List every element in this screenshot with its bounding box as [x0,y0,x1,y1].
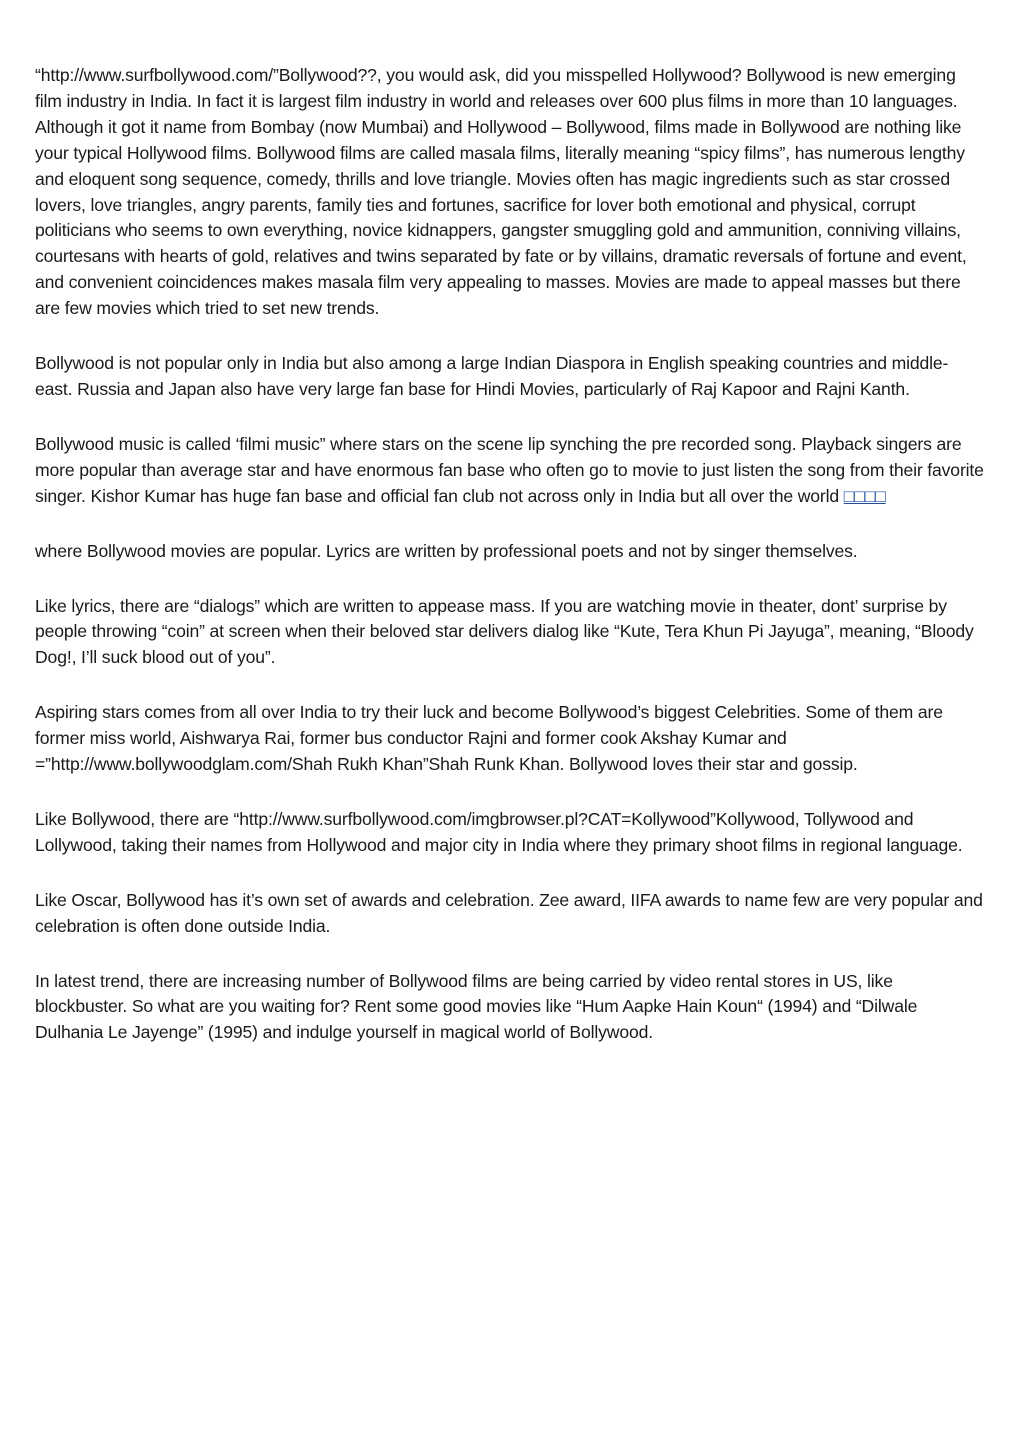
paragraph-trend-text: In latest trend, there are increasing number of Bollywood films are being carried by video rental stores in US, like blockbuster. So what are you waiting for? Rent some good movies like “Hum Aapke Hain Koun“ (1994) and “Dilwale Dulhania Le Jayenge” (1995) and indulge yourself in magical world of Bollywood. [35,970,918,1043]
paragraph-music-text: Bollywood music is called ‘filmi music” where stars on the scene lip synching the pre recorded song. Playback singers are more popular than average star and have enormous fan base who often go to movie to just listen the song from their favorite singer. Kishor Kumar has huge fan base and official fan club not across only in India but all over the world [35,433,984,506]
paragraph-music [35,432,985,510]
paragraph-popularity [35,351,985,403]
paragraph-lyrics [35,539,985,565]
paragraph-popularity-text: Bollywood is not popular only in India but also among a large Indian Diaspora in English speaking countries and middle-east. Russia and Japan also have very large fan base for Hindi Movies, particularly of Raj Kapoor and Rajni Kanth. [35,353,949,399]
paragraph-stars-text: Aspiring stars comes from all over India to try their luck and become Bollywood’s biggest Celebrities. Some of them are former miss world, Aishwarya Rai, former bus conductor Rajni and former cook Akshay Kumar and =”http://www.bollywoodglam.com/Shah Rukh Khan”Shah Runk Khan. Bollywood loves their star and gossip. [35,702,943,775]
paragraph-stars [35,700,985,778]
paragraph-awards-text: Like Oscar, Bollywood has it’s own set of awards and celebration. Zee award, IIFA awards to name few are very popular and celebration is often done outside India. [35,889,983,936]
paragraph-regional-text: Like Bollywood, there are “http://www.surfbollywood.com/imgbrowser.pl?CAT=Kollywood”Kollywood, Tollywood and Lollywood, taking their names from Hollywood and major city in India where they primary shoot films in regional language. [35,808,963,855]
paragraph-trend [35,969,985,1047]
paragraph-intro [35,63,985,322]
paragraph-regional [35,807,985,859]
inline-link[interactable]: □□□□ [843,485,886,506]
paragraph-intro-text: “http://www.surfbollywood.com/”Bollywood??, you would ask, did you misspelled Hollywood? Bollywood is new emerging film industry in India. In fact it is largest film industry in world and releases over 600 plus films in more than 10 languages. Although it got it name from Bombay (now Mumbai) and Hollywood – Bollywood, films made in Bollywood are nothing like your typical Hollywood films. Bollywood films are called masala films, literally meaning “spicy films”, has numerous lengthy and eloquent song sequence, comedy, thrills and love triangle. Movies often has magic ingredients such as star crossed lovers, love triangles, angry parents, family ties and fortunes, sacrifice for lover both emotional and physical, corrupt politicians who seems to own everything, novice kidnappers, gangster smuggling gold and ammunition, conniving villains, courtesans with hearts of gold, relatives and twins separated by fate or by villains, dramatic reversals of fortune and event, and convenient coincidences makes masala film very appealing to masses. Movies are made to appeal masses but there are few movies which tried to set new trends. [35,65,967,319]
paragraph-lyrics-text: where Bollywood movies are popular. Lyrics are written by professional poets and not by singer themselves. [35,540,858,561]
paragraph-dialogs [35,594,985,672]
paragraph-dialogs-text: Like lyrics, there are “dialogs” which are written to appease mass. If you are watching movie in theater, dont’ surprise by people throwing “coin” at screen when their beloved star delivers dialog like “Kute, Tera Khun Pi Jayuga”, meaning, “Bloody Dog!, I’ll suck blood out of you”. [35,595,974,668]
paragraph-awards [35,888,985,940]
document-body [35,63,985,1075]
